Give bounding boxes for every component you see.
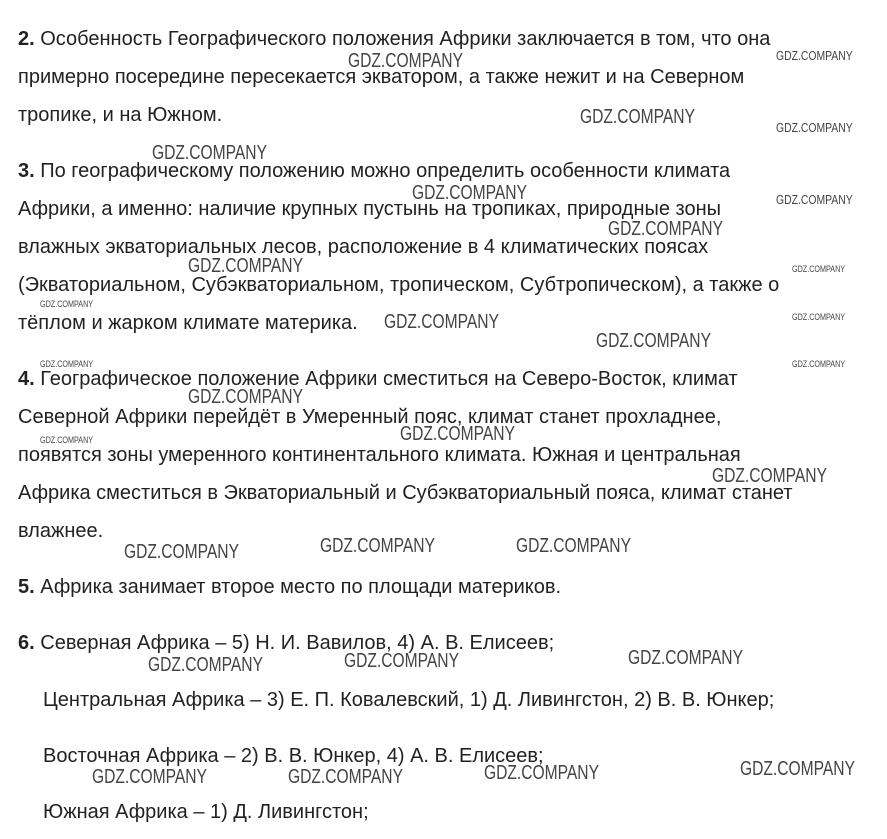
paragraph-4-line-2: Северной Африки перейдёт в Умеренный пояс, климат станет прохладнее, (18, 406, 722, 428)
watermark: GDZ.COMPANY (40, 435, 94, 445)
paragraph-4-line-5: влажнее. (18, 520, 104, 542)
watermark: GDZ.COMPANY (40, 299, 94, 309)
watermark: GDZ.COMPANY (92, 766, 207, 788)
watermark: GDZ.COMPANY (628, 647, 743, 669)
paragraph-number: 4. (18, 368, 35, 390)
watermark: GDZ.COMPANY (712, 465, 827, 487)
watermark: GDZ.COMPANY (792, 359, 846, 369)
watermark: GDZ.COMPANY (188, 386, 303, 408)
paragraph-4-line-4: Африка сместиться в Экваториальный и Субэкваториальный пояса, климат станет (18, 482, 793, 504)
watermark: GDZ.COMPANY (400, 423, 515, 445)
paragraph-3-line-5: тёплом и жарком климате материка. (18, 312, 358, 334)
paragraph-4-line-3: появятся зоны умеренного континентального климата. Южная и центральная (18, 444, 741, 466)
line-text: Особенность Географического положения Африки заключается в том, что она (40, 28, 771, 50)
watermark: GDZ.COMPANY (288, 766, 403, 788)
paragraph-number: 2. (18, 28, 35, 50)
paragraph-4-line-1 (18, 367, 738, 391)
watermark: GDZ.COMPANY (580, 106, 695, 128)
paragraph-number: 6. (18, 632, 35, 654)
watermark: GDZ.COMPANY (792, 264, 846, 274)
line-text: Северная Африка – 5) Н. И. Вавилов, 4) А. В. Елисеев; (40, 632, 555, 654)
paragraph-3-line-1 (18, 159, 730, 183)
watermark: GDZ.COMPANY (148, 654, 263, 676)
paragraph-2-line-3: тропике, и на Южном. (18, 104, 223, 126)
paragraph-6-line-3: Восточная Африка – 2) В. В. Юнкер, 4) А. В. Елисеев; (43, 745, 544, 767)
watermark: GDZ.COMPANY (40, 359, 94, 369)
watermark: GDZ.COMPANY (516, 535, 631, 557)
watermark: GDZ.COMPANY (344, 650, 459, 672)
watermark: GDZ.COMPANY (384, 311, 499, 333)
watermark: GDZ.COMPANY (776, 192, 853, 207)
paragraph-6-line-1 (18, 631, 554, 655)
paragraph-2-line-2: примерно посередине пересекается экватором, а также нежит и на Северном (18, 66, 745, 88)
paragraph-3-line-2: Африки, а именно: наличие крупных пустынь на тропиках, природные зоны (18, 198, 722, 220)
watermark: GDZ.COMPANY (740, 758, 855, 780)
line-text: По географическому положению можно определить особенности климата (40, 160, 731, 182)
watermark: GDZ.COMPANY (484, 762, 599, 784)
watermark: GDZ.COMPANY (792, 312, 846, 322)
paragraph-number: 5. (18, 576, 35, 598)
paragraph-6-line-4: Южная Африка – 1) Д. Ливингстон; (43, 801, 369, 823)
paragraph-3-line-3: влажных экваториальных лесов, расположение в 4 климатических поясах (18, 236, 709, 258)
watermark: GDZ.COMPANY (348, 50, 463, 72)
watermark: GDZ.COMPANY (776, 48, 853, 63)
paragraph-3-line-4: (Экваториальном, Субэкваториальном, тропическом, Субтропическом), а также о (18, 274, 780, 296)
line-text: Африка занимает второе место по площади материков. (40, 576, 562, 598)
paragraph-2-line-1 (18, 27, 770, 51)
paragraph-number: 3. (18, 160, 35, 182)
watermark: GDZ.COMPANY (320, 535, 435, 557)
watermark: GDZ.COMPANY (152, 142, 267, 164)
line-text: Географическое положение Африки сместиться на Северо-Восток, климат (40, 368, 738, 390)
watermark: GDZ.COMPANY (596, 330, 711, 352)
watermark: GDZ.COMPANY (776, 120, 853, 135)
paragraph-5-line-1 (18, 575, 561, 599)
paragraph-6-line-2: Центральная Африка – 3) Е. П. Ковалевский, 1) Д. Ливингстон, 2) В. В. Юнкер; (43, 689, 775, 711)
watermark: GDZ.COMPANY (608, 218, 723, 240)
watermark: GDZ.COMPANY (188, 255, 303, 277)
watermark: GDZ.COMPANY (124, 541, 239, 563)
watermark: GDZ.COMPANY (412, 182, 527, 204)
